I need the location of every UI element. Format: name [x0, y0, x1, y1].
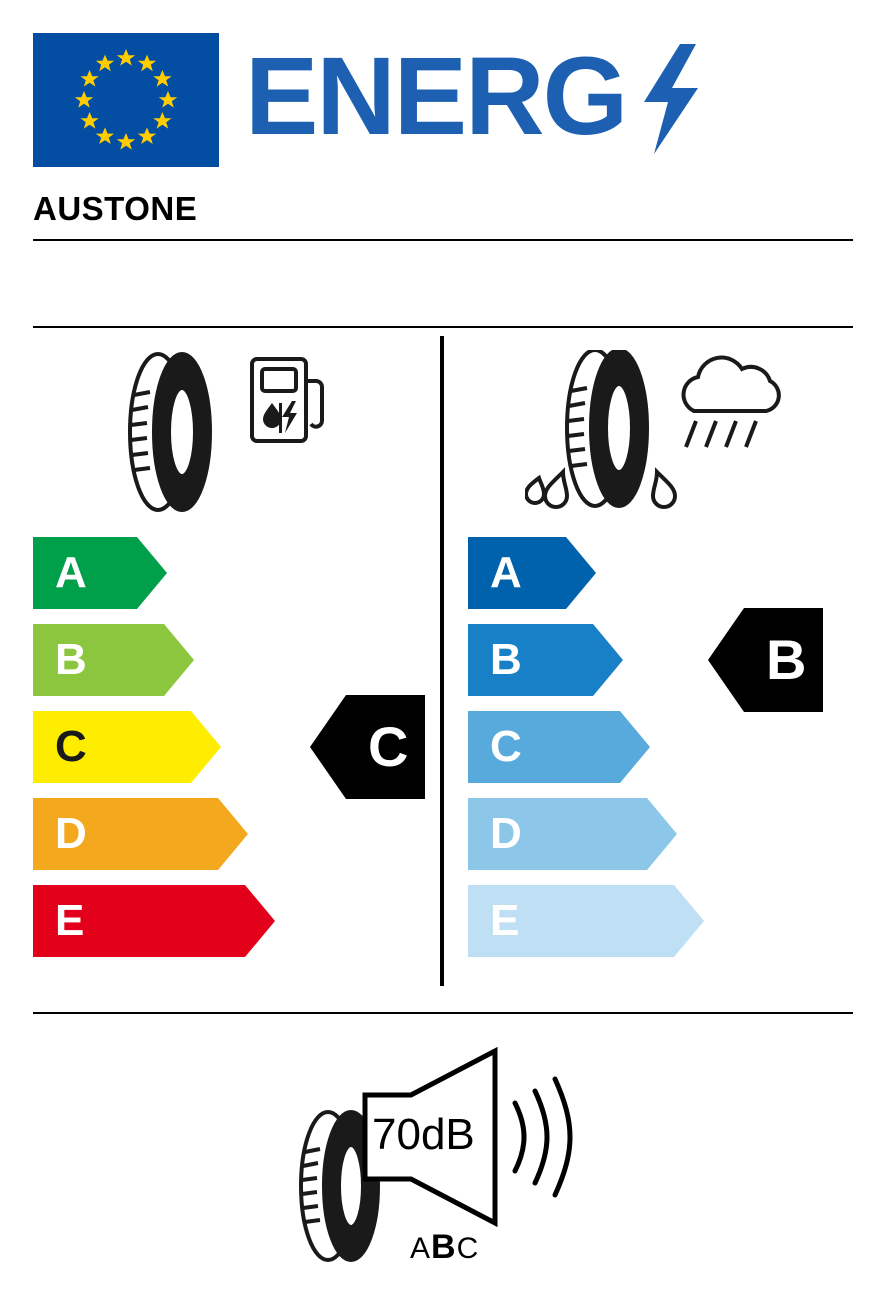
noise-value: 70dB: [372, 1110, 475, 1159]
fuel-grade-d: [33, 798, 248, 870]
wetgrip-grade-e: [468, 885, 704, 957]
fuel-grade-c-letter: C: [55, 722, 87, 771]
wetgrip-grade-c-letter: C: [490, 722, 522, 771]
wetgrip-grade-a-letter: A: [490, 548, 522, 597]
fuel-grade-a-letter: A: [55, 548, 87, 597]
fuel-grade-b-letter: B: [55, 635, 87, 684]
eu-flag: [33, 33, 219, 167]
wetgrip-result-arrow: [708, 608, 823, 712]
fuel-grade-b: [33, 624, 194, 696]
fuel-grade-e-letter: E: [55, 896, 85, 945]
wetgrip-result-letter: B: [766, 628, 807, 691]
noise-class-scale: [410, 1228, 479, 1267]
fuel-result-letter: C: [368, 715, 409, 778]
wetgrip-grade-a: [468, 537, 596, 609]
wetgrip-grade-b: [468, 624, 623, 696]
fuel-grade-a: [33, 537, 167, 609]
fuel-result-arrow: [310, 695, 425, 799]
fuel-grade-d-letter: D: [55, 809, 87, 858]
wetgrip-grade-e-letter: E: [490, 896, 520, 945]
energ-wordmark: ENERG: [245, 35, 627, 158]
noise-class-c: C: [456, 1232, 480, 1265]
divider-section: [33, 326, 853, 328]
divider-top: [33, 239, 853, 241]
rain-cloud-icon: [672, 355, 787, 460]
fuel-grade-a-arrow: [33, 537, 167, 609]
fuel-tyre-icon: [120, 350, 230, 515]
noise-class-a: A: [410, 1232, 432, 1265]
wetgrip-grade-d-letter: D: [490, 809, 522, 858]
wetgrip-grade-d: [468, 798, 677, 870]
wetgrip-grade-c: [468, 711, 650, 783]
lightning-bolt-icon: [636, 44, 702, 154]
divider-vertical: [440, 336, 444, 986]
divider-noise: [33, 1012, 853, 1014]
fuel-grade-e: [33, 885, 275, 957]
brand-name: AUSTONE: [33, 190, 198, 227]
wetgrip-grade-a-arrow: [468, 537, 596, 609]
eu-flag-stars: [33, 33, 219, 167]
fuel-pump-icon: [248, 355, 328, 445]
wetgrip-grade-b-letter: B: [490, 635, 522, 684]
noise-class-b: B: [431, 1228, 457, 1266]
fuel-grade-c: [33, 711, 221, 783]
